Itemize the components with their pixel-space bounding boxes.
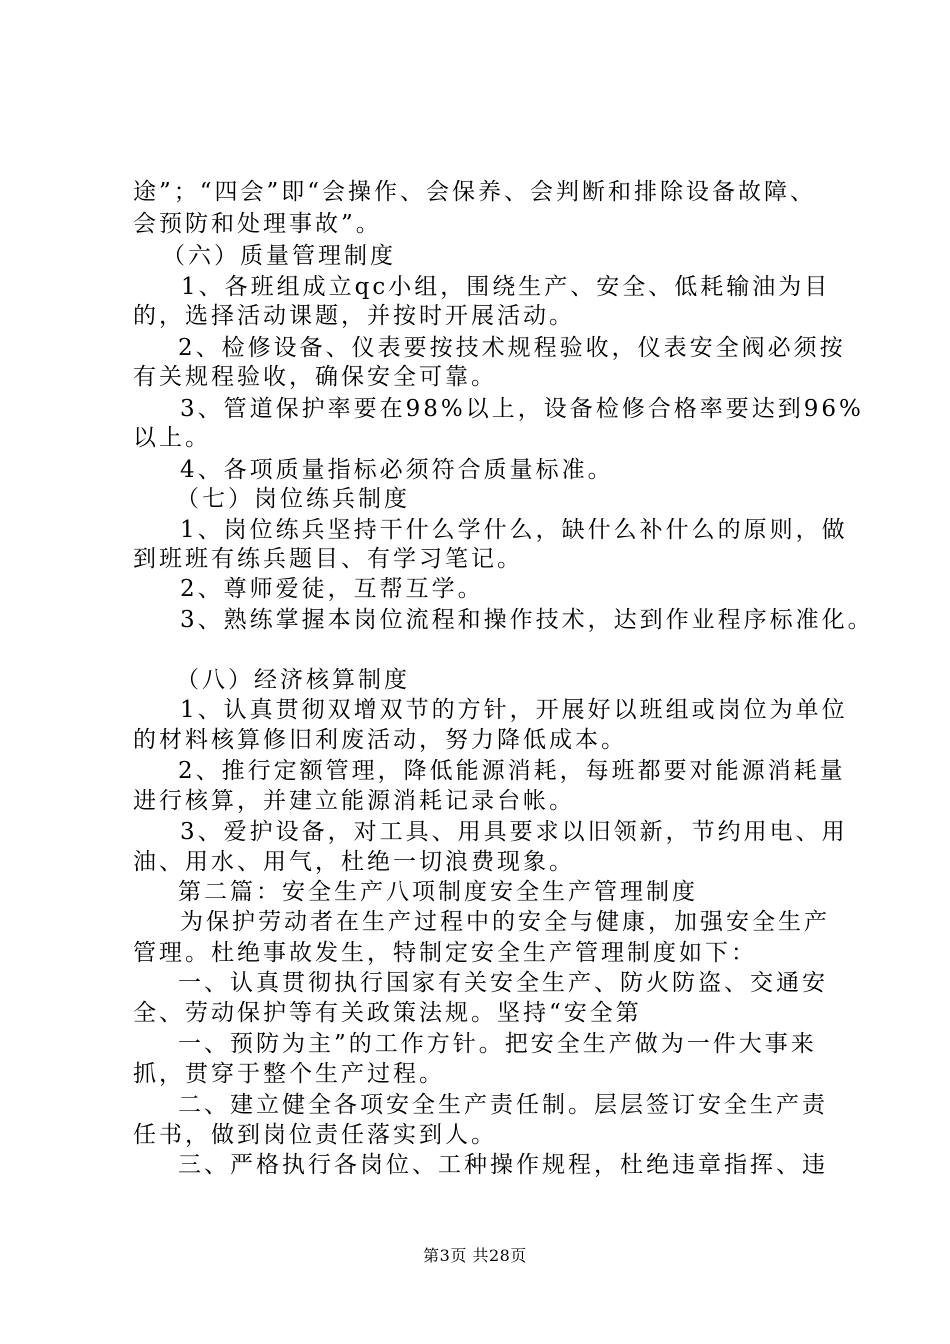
text-line: 会预防和处理事故”。: [133, 211, 382, 237]
text-line: 进行核算，并建立能源消耗记录台帐。: [133, 788, 575, 814]
text-line: 一、预防为主”的工作方针。把安全生产做为一件大事来: [178, 1031, 817, 1057]
section-heading: （七）岗位练兵制度: [176, 486, 410, 512]
chapter-heading: 第二篇：安全生产八项制度安全生产管理制度: [178, 879, 698, 905]
text-line: 2、推行定额管理，降低能源消耗，每班都要对能源消耗量: [178, 758, 846, 784]
text-line: 3、熟练掌握本岗位流程和操作技术，达到作业程序标准化。: [180, 607, 874, 633]
text-line: 到班班有练兵题目、有学习笔记。: [133, 546, 523, 572]
text-line: 抓，贯穿于整个生产过程。: [133, 1061, 445, 1087]
text-line: 1、认真贯彻双增双节的方针，开展好以班组或岗位为单位: [180, 697, 848, 723]
text-line: 全、劳动保护等有关政策法规。坚持“安全第: [133, 1000, 642, 1026]
text-line: 一、认真贯彻执行国家有关安全生产、防火防盗、交通安: [178, 970, 828, 996]
text-line: 2、尊师爱徒，互帮互学。: [180, 576, 484, 602]
text-line: 为保护劳动者在生产过程中的安全与健康，加强安全生产: [180, 909, 830, 935]
text-line: 管理。杜绝事故发生，特制定安全生产管理制度如下：: [133, 940, 757, 966]
text-line: 3、爱护设备，对工具、用具要求以旧领新，节约用电、用: [180, 819, 848, 845]
page-number-footer: 第3页 共28页: [423, 1246, 527, 1265]
text-line: 有关规程验收，确保安全可靠。: [133, 364, 497, 390]
text-line: 以上。: [133, 425, 211, 451]
text-line: 三、严格执行各岗位、工种操作规程，杜绝违章指挥、违: [178, 1152, 828, 1178]
text-line: 二、建立健全各项安全生产责任制。层层签订安全生产责: [178, 1092, 828, 1118]
text-line: 1、各班组成立qc小组，围绕生产、安全、低耗输油为目: [181, 274, 831, 300]
section-heading: （六）质量管理制度: [162, 243, 396, 269]
text-line: 4、各项质量指标必须符合质量标准。: [180, 457, 614, 483]
text-line: 油、用水、用气，杜绝一切浪费现象。: [133, 849, 575, 875]
section-heading: （八）经济核算制度: [176, 667, 410, 693]
text-line: 2、检修设备、仪表要按技术规程验收，仪表安全阀必须按: [178, 335, 846, 361]
text-line: 的材料核算修旧利废活动，努力降低成本。: [133, 727, 627, 753]
text-line: 任书，做到岗位责任落实到人。: [133, 1122, 497, 1148]
text-line: 3、管道保护率要在98%以上，设备检修合格率要达到96%: [180, 396, 864, 422]
text-line: 1、岗位练兵坚持干什么学什么，缺什么补什么的原则，做: [180, 517, 848, 543]
text-line: 途”；“四会”即“会操作、会保养、会判断和排除设备故障、: [133, 179, 817, 205]
text-line: 的，选择活动课题，并按时开展活动。: [133, 303, 575, 329]
